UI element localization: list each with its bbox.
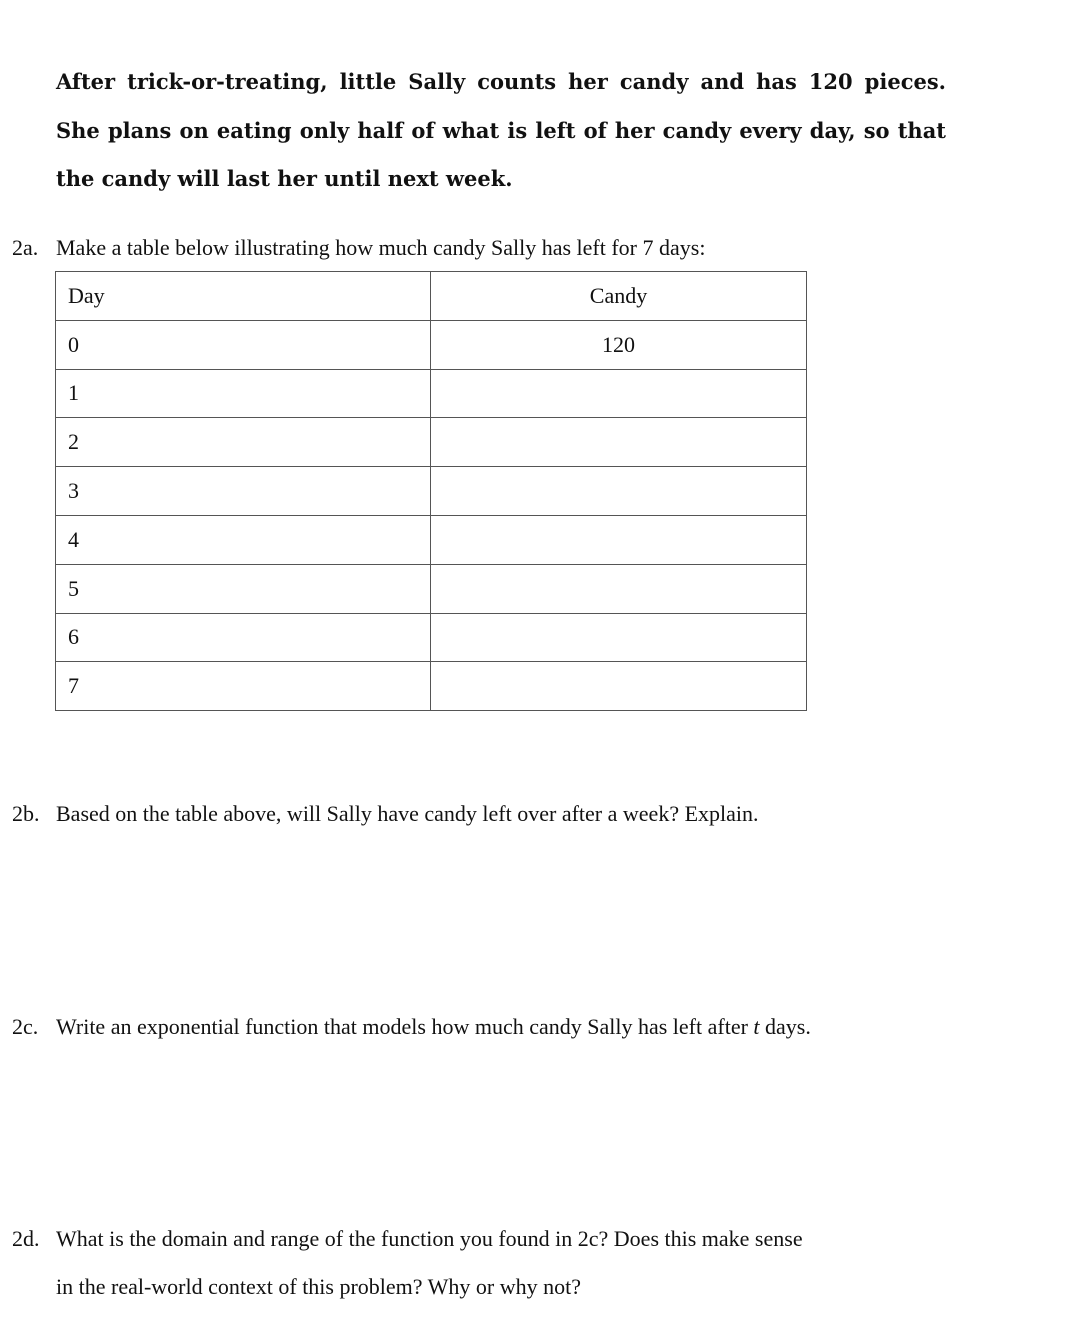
day-cell: 0 [56, 320, 431, 369]
table-row [56, 515, 807, 564]
question-number: 2b. [12, 801, 40, 826]
table-row [56, 418, 807, 467]
candy-cell[interactable] [431, 662, 807, 711]
question-number: 2a. [12, 235, 39, 260]
table-row [56, 320, 807, 369]
question-text-end: days. [759, 1014, 811, 1039]
table-row [56, 613, 807, 662]
candy-cell[interactable]: 120 [431, 320, 807, 369]
problem-intro: After trick-or-treating, little Sally counts her candy and has 120 pieces. She plans on eating only half of what is left of her candy every day, so that the candy will last her until next week. [56, 69, 946, 191]
question-2b [12, 790, 942, 838]
candy-cell[interactable] [431, 369, 807, 418]
table-row [56, 467, 807, 516]
table-row [56, 369, 807, 418]
table-header-row [56, 272, 807, 321]
question-text-line1: What is the domain and range of the function you found in 2c? Does this make sense [56, 1226, 803, 1251]
candy-table [55, 271, 807, 711]
column-header-day: Day [56, 272, 431, 321]
table-row [56, 662, 807, 711]
candy-cell[interactable] [431, 564, 807, 613]
question-2d [12, 1215, 942, 1311]
day-cell: 3 [56, 467, 431, 516]
question-2a [12, 224, 942, 272]
day-cell: 1 [56, 369, 431, 418]
candy-cell[interactable] [431, 418, 807, 467]
question-number: 2c. [12, 1014, 39, 1039]
day-cell: 7 [56, 662, 431, 711]
question-text: Based on the table above, will Sally have candy left over after a week? Explain. [56, 801, 759, 826]
question-text: Make a table below illustrating how much candy Sally has left for 7 days: [56, 235, 706, 260]
candy-cell[interactable] [431, 613, 807, 662]
column-header-candy: Candy [431, 272, 807, 321]
day-cell: 5 [56, 564, 431, 613]
question-text-line2: in the real-world context of this problem? Why or why not? [56, 1274, 582, 1299]
question-2c [12, 1003, 942, 1051]
table-row [56, 564, 807, 613]
candy-cell[interactable] [431, 467, 807, 516]
day-cell: 6 [56, 613, 431, 662]
candy-cell[interactable] [431, 515, 807, 564]
question-text: Write an exponential function that models how much candy Sally has left after [56, 1014, 754, 1039]
day-cell: 2 [56, 418, 431, 467]
question-number: 2d. [12, 1226, 40, 1251]
variable-t: t [753, 1014, 760, 1039]
day-cell: 4 [56, 515, 431, 564]
